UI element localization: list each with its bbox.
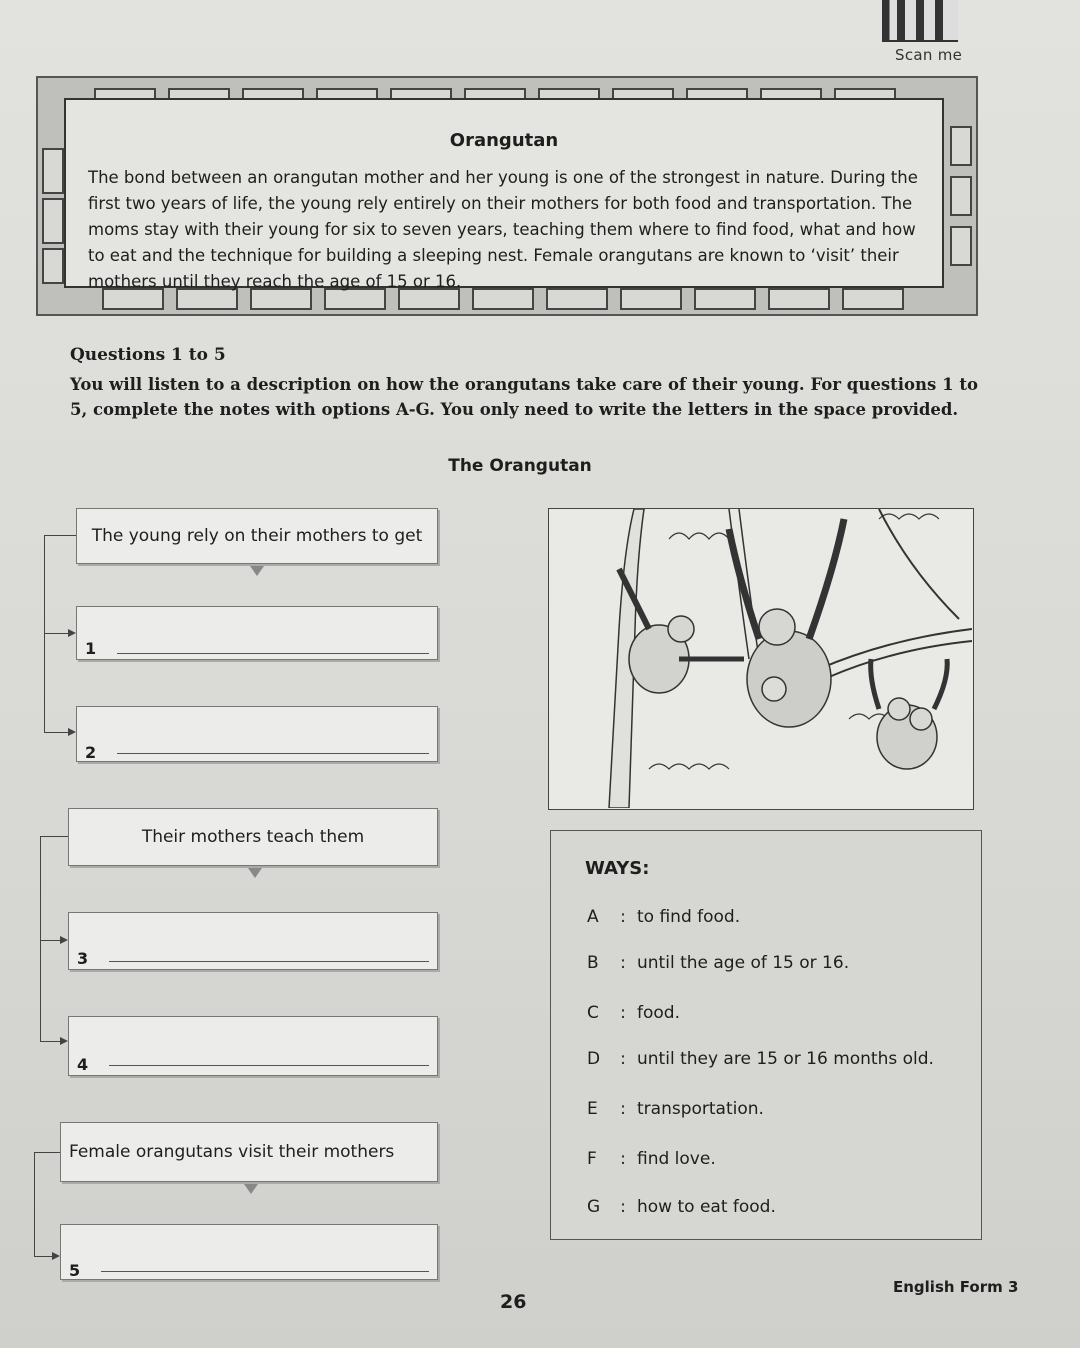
question-number: 1 xyxy=(85,639,97,658)
arrow-icon xyxy=(44,633,74,634)
answer-blank[interactable] xyxy=(117,753,429,754)
option-text: how to eat food. xyxy=(637,1197,776,1217)
option-letter: G xyxy=(587,1197,601,1217)
frame-tile xyxy=(42,198,64,244)
note-heading: The young rely on their mothers to get xyxy=(91,526,423,546)
frame-tile xyxy=(950,126,972,166)
question-number: 4 xyxy=(77,1055,89,1074)
note-heading-box xyxy=(60,1122,438,1182)
orangutans-illustration-svg xyxy=(549,509,972,808)
answer-blank[interactable] xyxy=(101,1271,429,1272)
option-text: transportation. xyxy=(637,1099,764,1119)
arrow-icon xyxy=(40,940,66,941)
arrow-icon xyxy=(40,1041,66,1042)
pointer-icon xyxy=(248,868,262,878)
orangutans-illustration xyxy=(548,508,974,810)
answer-box[interactable] xyxy=(68,912,438,970)
answer-box[interactable] xyxy=(76,706,438,762)
reading-passage xyxy=(64,98,944,291)
frame-tile xyxy=(950,226,972,266)
frame-tile xyxy=(950,176,972,216)
note-heading-box xyxy=(76,508,438,564)
option-letter: B xyxy=(587,953,599,973)
option-g: G : how to eat food. xyxy=(587,1197,776,1217)
answer-box[interactable] xyxy=(68,1016,438,1076)
answer-box[interactable] xyxy=(60,1224,438,1280)
frame-tile xyxy=(42,148,64,194)
passage-body: The bond between an orangutan mother and her young is one of the strongest in nature. During the first two years of life, the young rely entirely on their mothers for both food and transportation. The moms stay with their young for six to seven years, teaching them where to find food, what and how to eat and the technique for building a sleeping nest. Female orangutans are known to ‘visit’ their mothers until they reach the age of 15 or 16. xyxy=(88,168,918,291)
option-text: to find food. xyxy=(637,907,741,927)
option-c: C : food. xyxy=(587,1003,680,1023)
ways-title: WAYS: xyxy=(585,858,650,879)
book-title: English Form 3 xyxy=(893,1278,1019,1296)
passage-title: Orangutan xyxy=(449,130,559,151)
option-letter: F xyxy=(587,1149,597,1169)
ways-options-box xyxy=(550,830,982,1240)
arrow-icon xyxy=(34,1256,58,1257)
qr-label: Scan me xyxy=(895,46,963,64)
option-b: B : until the age of 15 or 16. xyxy=(587,953,850,973)
page-number: 26 xyxy=(500,1291,527,1313)
option-letter: C xyxy=(587,1003,599,1023)
option-f: F : find love. xyxy=(587,1149,716,1169)
option-a: A : to find food. xyxy=(587,907,741,927)
arrow-icon xyxy=(44,732,74,733)
note-heading-box xyxy=(68,808,438,866)
note-heading: Female orangutans visit their mothers xyxy=(69,1142,395,1162)
option-text: until the age of 15 or 16. xyxy=(637,953,850,973)
questions-heading: Questions 1 to 5 xyxy=(70,345,226,365)
option-letter: E xyxy=(587,1099,598,1119)
option-text: food. xyxy=(637,1003,680,1023)
answer-blank[interactable] xyxy=(117,653,429,654)
option-text: until they are 15 or 16 months old. xyxy=(637,1049,934,1069)
question-number: 5 xyxy=(69,1261,81,1280)
questions-instructions: You will listen to a description on how the orangutans take care of their young. For questions 1 to 5, complete the notes with options A-G. You only need to write the letters in the space provided. xyxy=(70,375,978,419)
answer-blank[interactable] xyxy=(109,1065,429,1066)
question-number: 3 xyxy=(77,949,89,968)
pointer-icon xyxy=(244,1184,258,1194)
option-letter: D xyxy=(587,1049,601,1069)
answer-box[interactable] xyxy=(76,606,438,660)
option-d: D : until they are 15 or 16 months old. xyxy=(587,1049,934,1069)
option-letter: A xyxy=(587,907,599,927)
question-number: 2 xyxy=(85,743,97,762)
answer-blank[interactable] xyxy=(109,961,429,962)
pointer-icon xyxy=(250,566,264,576)
flow-bracket xyxy=(34,1152,61,1257)
note-heading: Their mothers teach them xyxy=(141,827,365,847)
frame-tile xyxy=(42,248,64,284)
qr-code-icon[interactable] xyxy=(882,0,958,42)
diagram-title: The Orangutan xyxy=(448,456,592,476)
option-text: find love. xyxy=(637,1149,716,1169)
option-e: E : transportation. xyxy=(587,1099,764,1119)
